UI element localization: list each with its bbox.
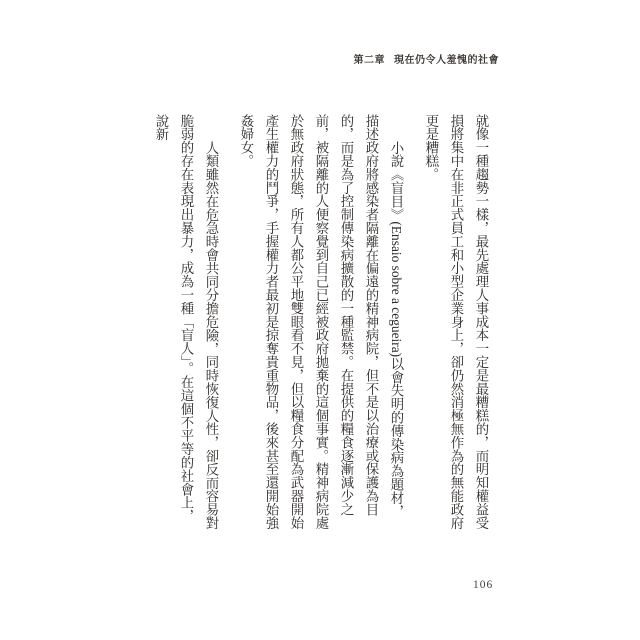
paragraph-2: 小說《盲目》(Ensaio sobre a cegueira)以會失明的傳染病為題材，描述政府將感染者隔離在偏遠的精神病院，但不是以治療或保護為目的，而是為了控制傳染病擴散的一種監禁。在提供的糧食逐漸減少之前，被隔離的人便察覺到自己已經被政府拋棄的這個事實。精神病院處於無政府狀態，所有人都公平地雙眼看不見，但以糧食分配為武器開始產生權力的鬥爭，手握權力者最初是掠奪貴重物品，後來甚至還開始強姦婦女。 <box>239 114 404 530</box>
paragraph-3: 人類雖然在危急時會共同分擔危險，同時恢復人性，卻反而容易對脆弱的存在表現出暴力，成為一種「盲人」。在這個不平等的社會上，說新 <box>154 114 219 530</box>
body-text <box>149 114 494 531</box>
paragraph-1: 就像一種趨勢一樣，最先處理人事成本一定是最糟糕的，而明知權益受損將集中在非正式員工和小型企業身上，卻仍然消極無作為的無能政府更是糟糕。 <box>424 114 489 530</box>
chapter-label: 第二章 <box>353 55 385 66</box>
chapter-title: 現在仍令人羞愧的社會 <box>394 55 499 66</box>
running-head <box>354 51 500 66</box>
page-number: 106 <box>473 579 494 591</box>
